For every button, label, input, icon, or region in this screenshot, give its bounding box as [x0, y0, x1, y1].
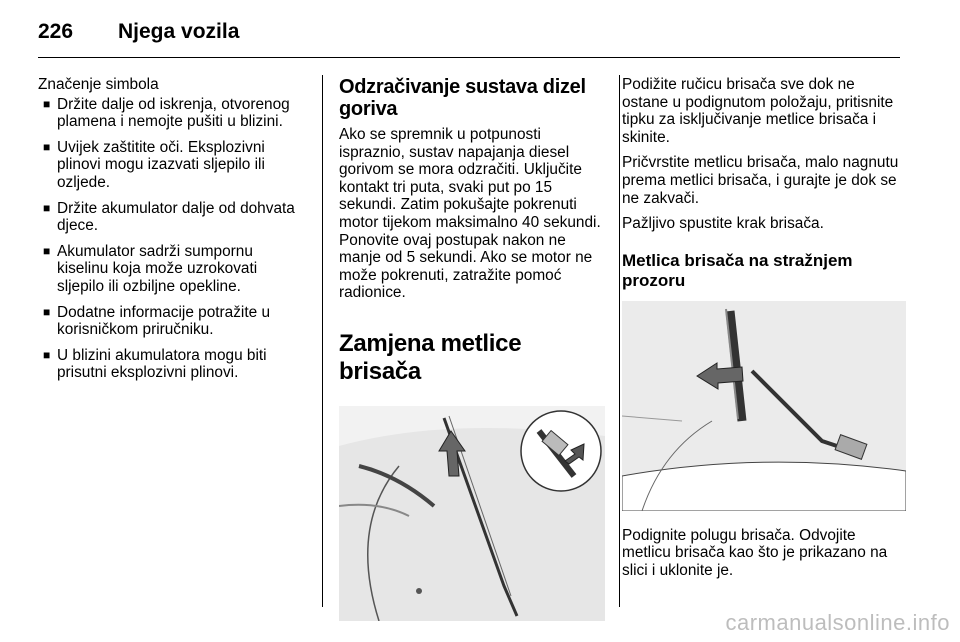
subheading-rear-wiper: Metlica brisača na stražnjem prozoru: [622, 250, 853, 290]
paragraph: Podižite ručicu brisača sve dok ne ostane u podignutom položaju, pritisnite tipku za isključivanje metlice brisača i skinite.: [622, 76, 894, 146]
list-item: ■ Držite akumulator dalje od dohvata djece.: [43, 199, 295, 235]
bullet-icon: ■: [43, 96, 51, 111]
column-divider-2: [619, 75, 620, 607]
page-title: Njega vozila: [118, 20, 240, 43]
page-number: 226: [38, 20, 74, 43]
column-middle: [339, 76, 605, 621]
list-item: ■ U blizini akumulatora mogu biti prisutni eksplozivni plinovi.: [43, 346, 267, 382]
header-rule: [38, 57, 900, 58]
symbols-intro: Značenje simbola: [38, 76, 159, 93]
bullet-icon: ■: [43, 347, 51, 362]
column-divider-1: [322, 75, 323, 607]
paragraph: Podignite polugu brisača. Odvojite metlicu brisača kao što je prikazano na slici i uklonite je.: [622, 526, 888, 579]
bullet-icon: ■: [43, 304, 51, 319]
diesel-paragraph: Ako se spremnik u potpunosti ispraznio, sustav napajanja diesel gorivom se mora odzračiti. Uključite kontakt tri puta, svaki put po 15 sekundi. Zatim pokušajte pokrenuti motor tijekom maksimalno 40 sekundi. Ponovite ovaj postupak nakon ne manje od 5 sekundi. Ako se motor ne može pokrenuti, zatražite pomoć radionice.: [339, 126, 601, 302]
list-item: ■ Akumulator sadrži sumpornu kiselinu koja može uzrokovati sljepilo ili ozbiljne opekline.: [43, 242, 258, 295]
safety-list: [38, 96, 306, 382]
paragraph: Pažljivo spustite krak brisača.: [622, 215, 824, 233]
section-heading-diesel: Odzračivanje sustava dizel goriva: [339, 76, 586, 120]
bullet-icon: ■: [43, 200, 51, 215]
watermark: carmanualsonline.info: [725, 610, 950, 635]
list-item: ■ Držite dalje od iskrenja, otvorenog plamena i nemojte pušiti u blizini.: [43, 95, 290, 131]
list-item: ■ Dodatne informacije potražite u korisničkom priručniku.: [43, 303, 271, 339]
bullet-icon: ■: [43, 243, 51, 258]
list-item: ■ Uvijek zaštitite oči. Eksplozivni plinovi mogu izazvati sljepilo ili ozljede.: [43, 138, 265, 191]
column-right: [622, 76, 904, 588]
bullet-icon: ■: [43, 139, 51, 154]
column-left: [38, 76, 306, 390]
section-title-wiper: Zamjena metlice brisača: [339, 329, 522, 385]
paragraph: Pričvrstite metlicu brisača, malo nagnutu prema metlici brisača, i gurajte je dok se ne zakvači.: [622, 154, 899, 207]
rear-wiper-illustration: [622, 301, 906, 511]
front-wiper-illustration: [339, 406, 605, 621]
